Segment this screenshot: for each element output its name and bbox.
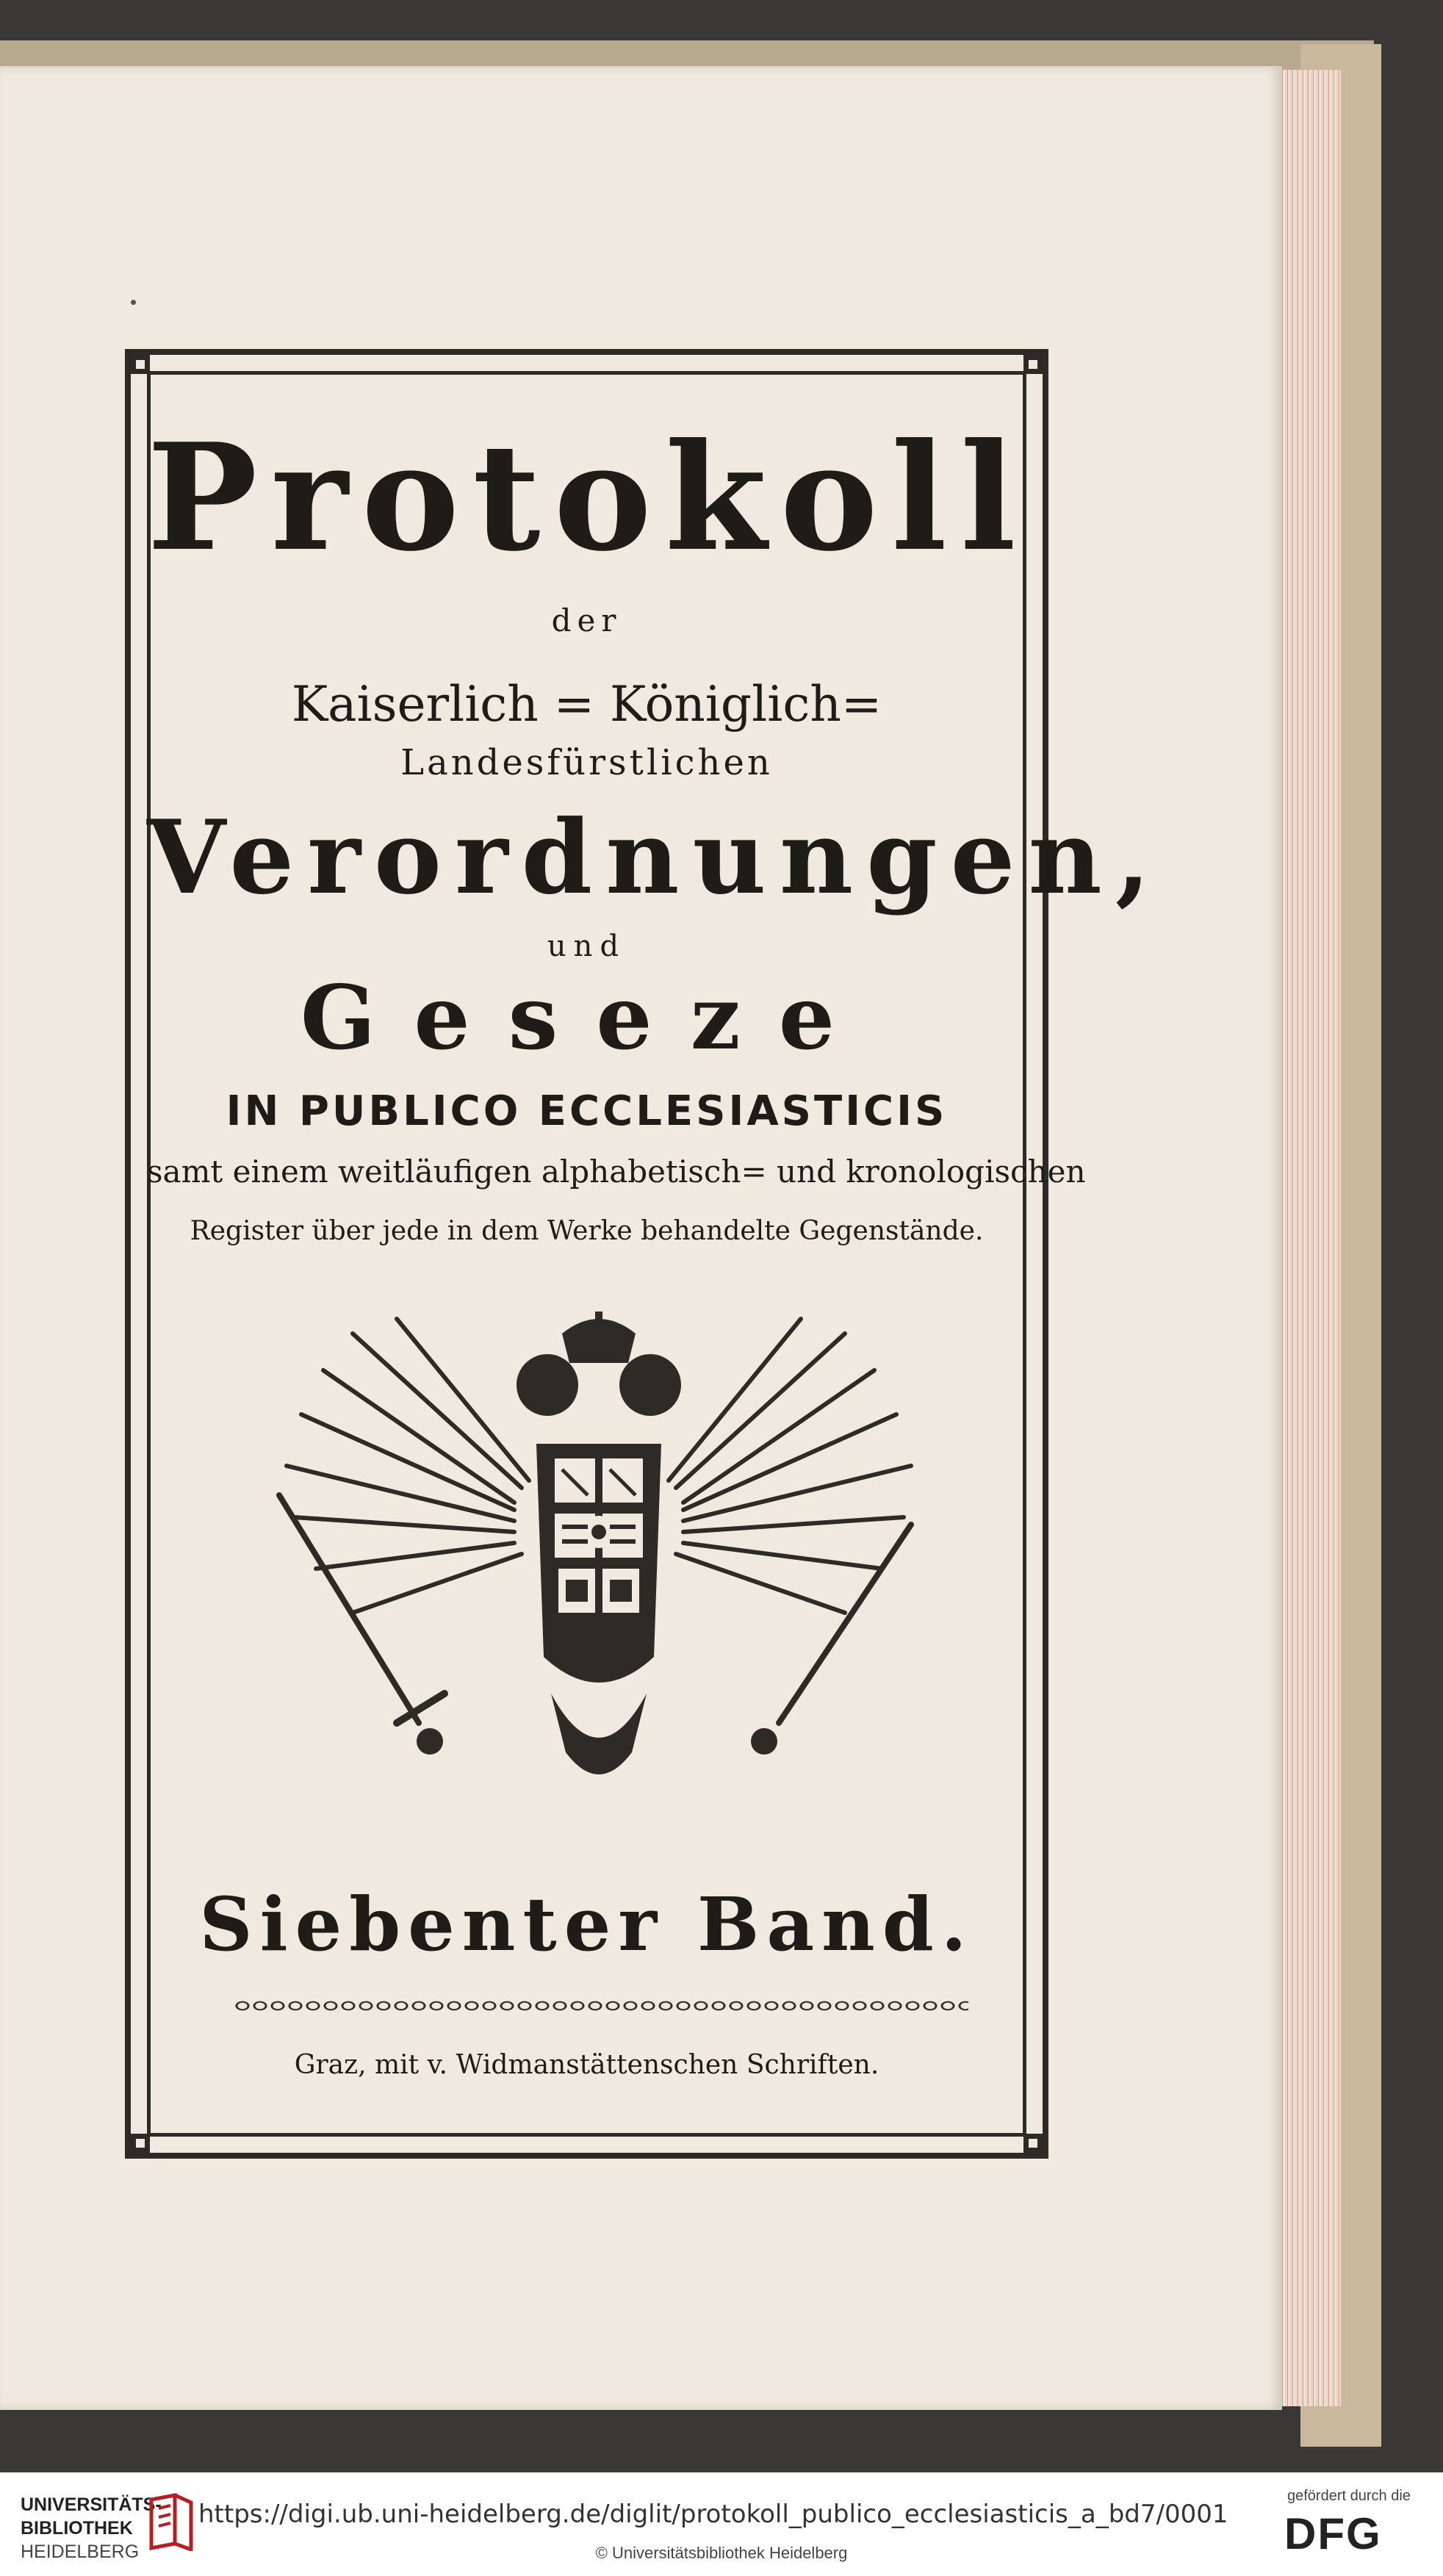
volume-label: Siebenter Band. xyxy=(199,1881,974,1968)
title-line-verordnungen: Verordnungen, xyxy=(147,797,1164,917)
library-name-line1: UNIVERSITÄTS- xyxy=(21,2494,162,2515)
ub-logo-icon xyxy=(145,2492,195,2551)
ornamental-rule xyxy=(234,1996,968,2015)
title-line-geseze: Geseze xyxy=(300,966,874,1070)
dfg-logo: DFG xyxy=(1284,2509,1382,2558)
title-line-publico: IN PUBLICO ECCLESIASTICIS xyxy=(226,1087,948,1135)
title-line-samt: samt einem weitläufigen alphabetisch= und kronologischen xyxy=(147,1154,1086,1190)
frame-corner-ornament xyxy=(131,355,150,374)
library-name-line3: HEIDELBERG xyxy=(21,2541,140,2562)
double-headed-eagle-icon xyxy=(272,1312,926,1826)
copyright-text: © Universitätsbibliothek Heidelberg xyxy=(595,2544,848,2562)
book-title: Protokoll xyxy=(147,411,1029,584)
imprint-line: Graz, mit v. Widmanstättenschen Schriften. xyxy=(294,2050,879,2080)
title-line-der: der xyxy=(551,602,622,638)
title-line-register: Register über jede in dem Werke behandelte Gegenstände. xyxy=(190,1216,984,1246)
page-edges xyxy=(1275,70,1341,2406)
ink-spot xyxy=(131,300,136,305)
frame-corner-ornament xyxy=(1023,355,1043,374)
library-name-line2: BIBLIOTHEK xyxy=(21,2518,133,2539)
permalink-url[interactable]: https://digi.ub.uni-heidelberg.de/diglit/protokoll_publico_ecclesiasticis_a_bd7/0001 xyxy=(198,2500,1228,2529)
title-line-landesfuerstlichen: Landesfürstlichen xyxy=(400,742,773,783)
title-line-und: und xyxy=(547,929,627,963)
funded-by-text: gefördert durch die xyxy=(1287,2488,1411,2504)
title-line-kaiserlich: Kaiserlich = Königlich= xyxy=(291,676,882,733)
frame-corner-ornament xyxy=(131,2134,150,2153)
frame-corner-ornament xyxy=(1023,2134,1043,2153)
